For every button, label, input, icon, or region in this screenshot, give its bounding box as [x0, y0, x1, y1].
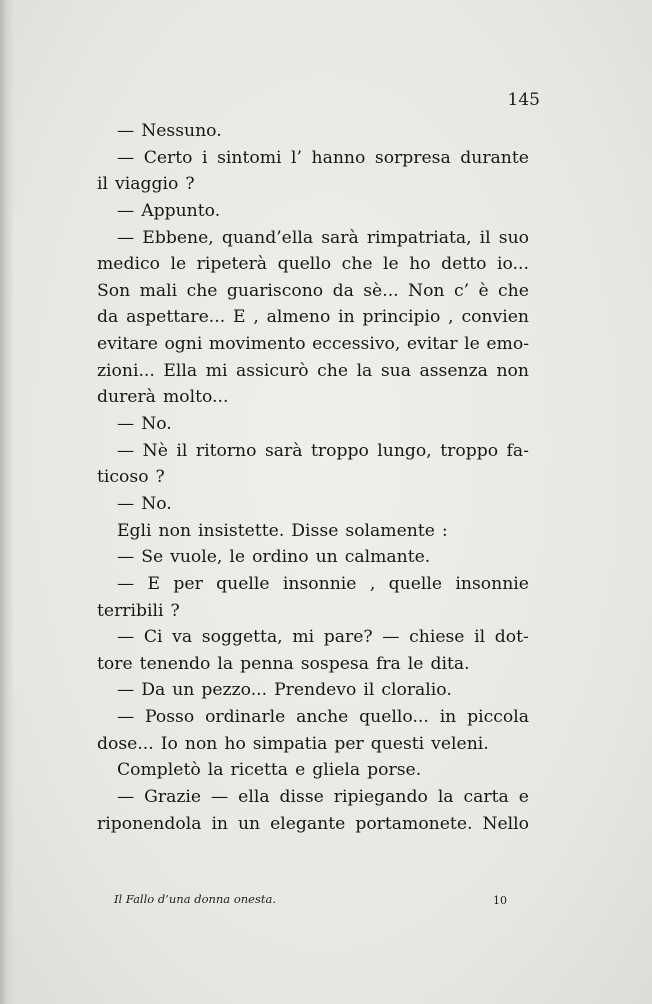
text-line: Egli non insistette. Disse solamente : — [117, 520, 448, 541]
text-line: — No. — [117, 414, 172, 435]
text-line: — Nè il ritorno sarà troppo lungo, troppo fa- — [117, 440, 529, 461]
text-line: — Se vuole, le ordino un calmante. — [117, 547, 431, 568]
footer-title: Il Fallo d’una donna onesta. — [114, 892, 276, 906]
footer — [114, 892, 514, 906]
text-line: — No. — [117, 493, 172, 514]
text-line: medico le ripeterà quello che le ho detto io... — [97, 254, 529, 275]
text-line: il viaggio ? — [97, 174, 195, 195]
text-line: — Appunto. — [117, 200, 221, 221]
text-line: riponendola in un elegante portamonete. Nello — [97, 813, 529, 834]
text-line: — Nessuno. — [117, 121, 222, 141]
text-line: — Certo i sintomi l’ hanno sorpresa durante — [117, 147, 529, 168]
page-number: 145 — [507, 90, 540, 110]
text-line: — Ci va soggetta, mi pare? — chiese il dot- — [117, 627, 529, 648]
text-line: Son mali che guariscono da sè... Non c’ è che — [97, 280, 529, 301]
text-line: — Ebbene, quand’ella sarà rimpatriata, il suo — [117, 227, 529, 248]
text-line: durerà molto... — [97, 387, 229, 408]
text-line: da aspettare... E , almeno in principio , convien — [97, 307, 529, 328]
text-line: — Da un pezzo... Prendevo il cloralio. — [117, 680, 452, 701]
text-line: — E per quelle insonnie , quelle insonnie — [117, 573, 529, 594]
text-line: ticoso ? — [97, 467, 165, 488]
text-line: — Grazie — ella disse ripiegando la carta e — [117, 787, 529, 808]
body-text — [97, 118, 529, 837]
text-line: terribili ? — [97, 600, 180, 621]
spine-shadow — [0, 0, 14, 1004]
signature-mark: 10 — [493, 894, 507, 907]
text-line: Completò la ricetta e gliela porse. — [117, 760, 422, 781]
text-line: evitare ogni movimento eccessivo, evitar le emo- — [97, 334, 529, 355]
text-line: tore tenendo la penna sospesa fra le dita. — [97, 653, 470, 674]
text-line: zioni... Ella mi assicurò che la sua assenza non — [97, 360, 529, 381]
text-line: — Posso ordinarle anche quello... in piccola — [117, 707, 529, 728]
text-line: dose... Io non ho simpatia per questi veleni. — [97, 733, 489, 754]
